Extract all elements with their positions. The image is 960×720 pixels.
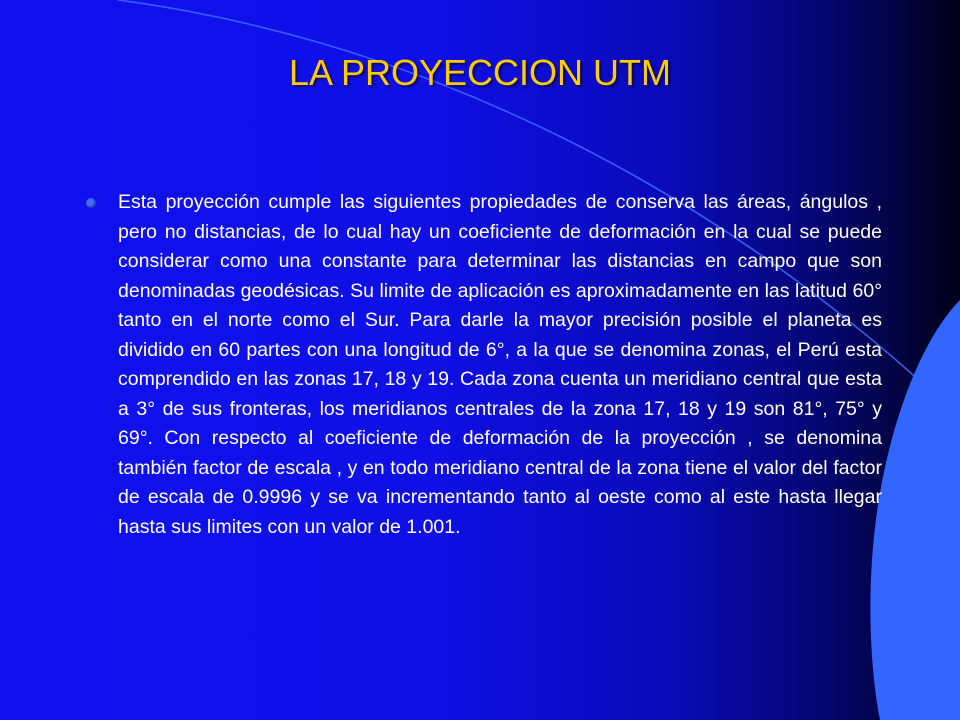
background-arc-band bbox=[870, 300, 960, 720]
bullet-text: Esta proyección cumple las siguientes propiedades de conserva las áreas, ángulos , pero no distancias, de lo cual hay un coeficiente de deformación en la cual se puede considerar como una constante para determinar las distancias en campo que son denominadas geodésicas. Su limite de aplicación es aproximadamente en las latitud 60° tanto en el norte como el Sur. Para darle la mayor precisión posible el planeta es dividido en 60 partes con una longitud de 6°, a la que se denomina zonas, el Perú esta comprendido en las zonas 17, 18 y 19. Cada zona cuenta un meridiano central que esta a 3° de sus fronteras, los meridianos centrales de la zona 17, 18 y 19 son 81°, 75° y 69°. Con respecto al coeficiente de deformación de la proyección , se denomina también factor de escala , y en todo meridiano central de la zona tiene el valor del factor de escala de 0.9996 y se va incrementando tanto al oeste como al este hasta llegar hasta sus limites con un valor de 1.001. bbox=[118, 191, 882, 538]
bullet-dot-icon bbox=[86, 198, 96, 208]
slide-title: LA PROYECCION UTM bbox=[288, 52, 672, 93]
